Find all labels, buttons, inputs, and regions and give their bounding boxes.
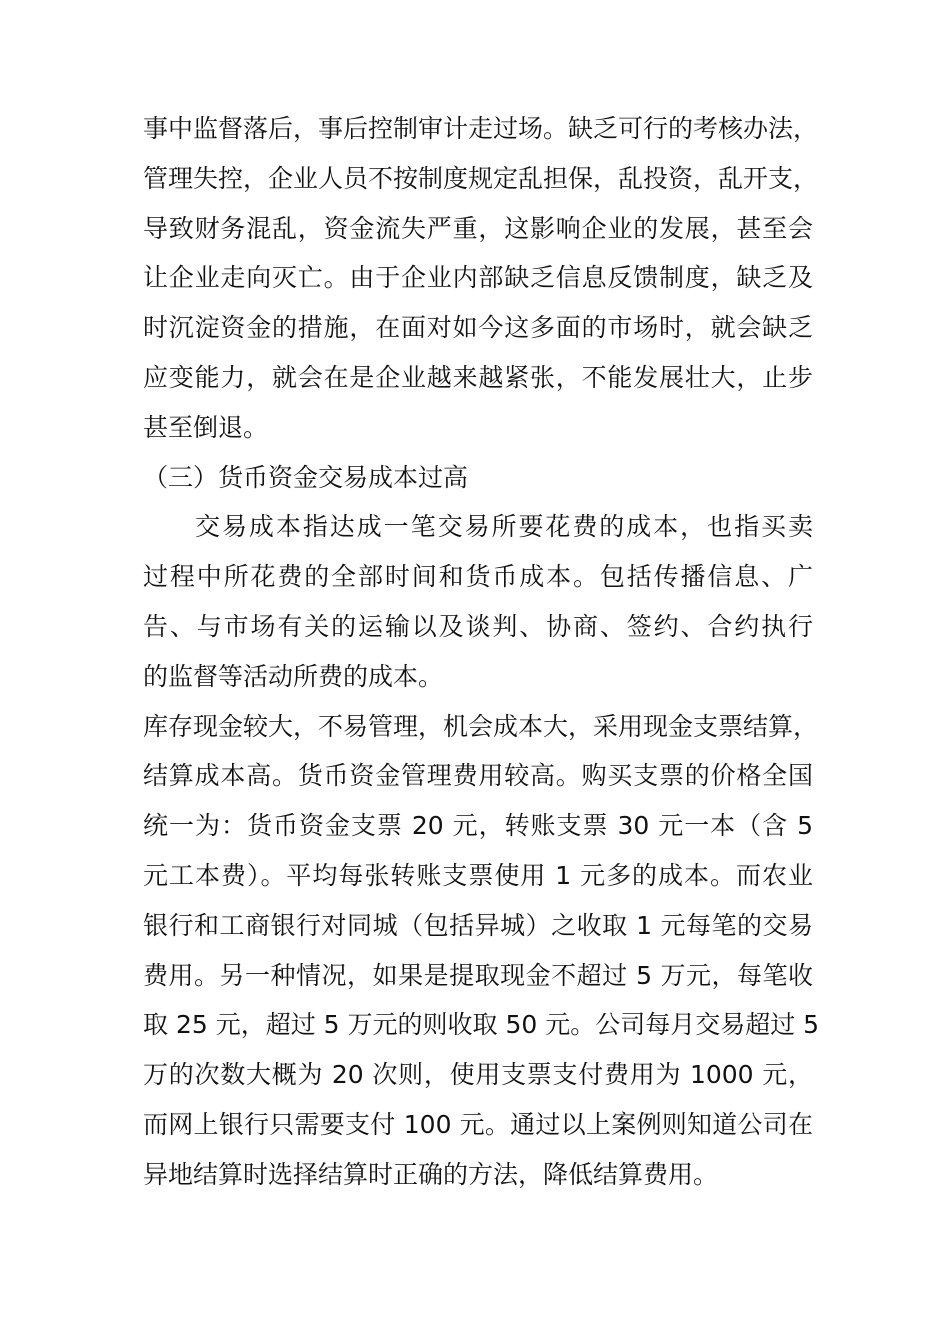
document-body — [143, 104, 820, 1200]
paragraph-line: 事中监督落后，事后控制审计走过场。缺乏可行的考核办法， — [143, 114, 819, 143]
paragraph-line: 甚至倒退。 — [143, 412, 269, 442]
paragraph-line: 过程中所花费的全部时间和货币成本。包括传播信息、广 — [143, 562, 813, 592]
paragraph-line: 库存现金较大，不易管理，机会成本大，采用现金支票结算， — [143, 711, 819, 741]
paragraph-line: 管理失控，企业人员不按制度规定乱担保，乱投资，乱开支， — [143, 163, 819, 193]
paragraph-line: 异地结算时选择结算时正确的方法，降低结算费用。 — [143, 1159, 719, 1189]
paragraph-line: 交易成本指达成一笔交易所要花费的成本，也指买卖 — [195, 512, 813, 542]
paragraph-line: 告、与市场有关的运输以及谈判、协商、签约、合约执行 — [143, 611, 813, 641]
section-heading: （三）货币资金交易成本过高 — [143, 462, 469, 492]
paragraph-line: 的监督等活动所费的成本。 — [143, 661, 444, 691]
paragraph-line: 元工本费）。平均每张转账支票使用 1 元多的成本。而农业 — [143, 860, 813, 890]
paragraph-line: 统一为：货币资金支票 20 元，转账支票 30 元一本（含 5 — [143, 811, 813, 841]
paragraph-line: 应变能力，就会在是企业越来越紧张，不能发展壮大，止步 — [143, 362, 813, 392]
paragraph-line: 让企业走向灭亡。由于企业内部缺乏信息反馈制度，缺乏及 — [143, 263, 813, 293]
paragraph-line: 万的次数大概为 20 次则，使用支票支付费用为 1000 元， — [143, 1060, 813, 1090]
paragraph-line: 结算成本高。货币资金管理费用较高。购买支票的价格全国 — [143, 761, 813, 791]
paragraph-line: 时沉淀资金的措施，在面对如今这多面的市场时，就会缺乏 — [143, 313, 813, 343]
paragraph-line: 导致财务混乱，资金流失严重，这影响企业的发展，甚至会 — [143, 213, 813, 243]
paragraph-line: 取 25 元，超过 5 万元的则收取 50 元。公司每月交易超过 5 — [143, 1010, 820, 1040]
paragraph-line: 费用。另一种情况，如果是提取现金不超过 5 万元，每笔收 — [143, 960, 813, 990]
paragraph-line: 银行和工商银行对同城（包括异城）之收取 1 元每笔的交易 — [143, 910, 813, 940]
paragraph-line: 而网上银行只需要支付 100 元。通过以上案例则知道公司在 — [143, 1109, 813, 1139]
